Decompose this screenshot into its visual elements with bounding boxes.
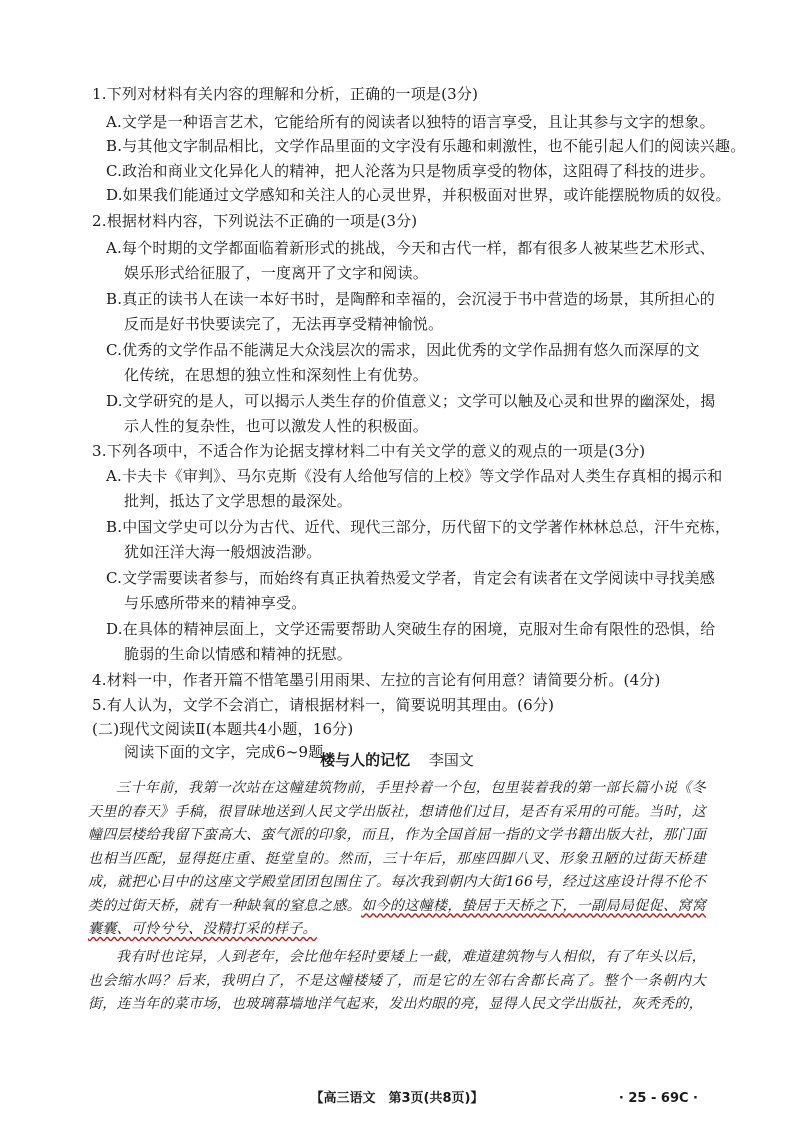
question-2-option-c: C.优秀的文学作品不能满足大众浅层次的需求，因此优秀的文学作品拥有悠久而深厚的文 (106, 341, 700, 359)
question-4: 4.材料一中，作者开篇不惜笔墨引用雨果、左拉的言论有何用意？请简要分析。(4分) (92, 671, 661, 689)
passage-author: 李国文 (428, 751, 474, 769)
question-1-option-d: D.如果我们能通过文学感知和关注人的心灵世界，并积极面对世界，或许能摆脱物质的奴役。 (106, 186, 731, 204)
question-3-option-a: A.卡夫卡《审判》、马尔克斯《没有人给他写信的上校》等文学作品对人类生存真相的揭示和 (106, 467, 723, 485)
question-2-option-b: B.真正的读书人在读一本好书时，是陶醉和幸福的，会沉浸于书中营造的场景，其所担心的 (106, 290, 715, 308)
question-1-option-c: C.政治和商业文化异化人的精神，把人沦落为只是物质享受的物体，这阻碍了科技的进步。 (106, 162, 715, 180)
question-3-option-b-cont: 犹如汪洋大海一般烟波浩渺。 (124, 543, 322, 561)
question-2-option-c-cont: 化传统，在思想的独立性和深刻性上有优势。 (124, 366, 429, 384)
question-2-option-b-cont: 反而是好书快要读完了，无法再享受精神愉悦。 (124, 315, 444, 333)
question-5: 5.有人认为，文学不会消亡，请根据材料一，简要说明其理由。(6分) (92, 696, 555, 714)
question-2-option-d: D.文学研究的是人，可以揭示人类生存的价值意义；文学可以触及心灵和世界的幽深处，揭 (106, 392, 716, 410)
section-heading: (二)现代文阅读Ⅱ(本题共4小题，16分) (92, 720, 354, 738)
passage-title: 楼与人的记忆 (320, 751, 411, 769)
passage-paragraph-1-text: 三十年前，我第一次站在这幢建筑物前，手里拎着一个包，包里装着我的第一部长篇小说《冬天里的春天》手稿，很冒昧地送到人民文学出版社，想请他们过目，是否有采用的可能。当时，这幢四层楼给我留下蛮高大、蛮气派的印象，而且，作为全国首屈一指的文学书籍出版大社，那门面也相当匹配，显得挺庄重、挺堂皇的。然而，三十年后，那座四脚八叉、形象丑陋的过街天桥建成，就把心目中的这座文学殿堂团团包围住了。每次我到朝内大街166号，经过这座设计得不伦不类的过街天桥，就有一种缺氧的窒息之感。 (88, 780, 706, 914)
question-3-stem: 3.下列各项中，不适合作为论据支撑材料二中有关文学的意义的观点的一项是(3分) (92, 442, 646, 460)
question-3-option-d: D.在具体的精神层面上，文学还需要帮助人突破生存的困境，克服对生命有限性的恐惧，给 (106, 620, 716, 638)
question-3-option-d-cont: 脆弱的生命以情感和精神的抚慰。 (124, 645, 353, 663)
question-1-option-a: A.文学是一种语言艺术，它能给所有的阅读者以独特的语言享受，且让其参与文字的想象。 (106, 113, 715, 131)
question-3-option-b: B.中国文学史可以分为古代、近代、现代三部分，历代留下的文学著作林林总总，汗牛充栋， (106, 518, 731, 536)
question-1-option-b: B.与其他文字制品相比，文学作品里面的文字没有乐趣和刺激性，也不能引起人们的阅读兴趣。 (106, 137, 746, 155)
footer-code: · 25 - 69C · (618, 1091, 698, 1106)
passage-paragraph-1 (88, 777, 706, 942)
section-instruction: 阅读下面的文字，完成6~9题。 (124, 743, 339, 761)
question-2-option-a: A.每个时期的文学都面临着新形式的挑战，今天和古代一样，都有很多人被某些艺术形式、 (106, 239, 715, 257)
question-3-option-c-cont: 与乐感所带来的精神享受。 (124, 594, 307, 612)
footer-label: 【高三语文 第3页(共8页)】 (310, 1091, 484, 1106)
passage-paragraph-2: 我有时也诧异，人到老年，会比他年轻时要矮上一截，难道建筑物与人相似，有了年头以后，也会缩水吗？后来，我明白了，不是这幢楼矮了，而是它的左邻右舍都长高了。整个一条朝内大街，连当年的菜市场，也玻璃幕墙地洋气起来，发出灼眼的亮，显得人民文学出版社，灰秃秃的， (88, 949, 706, 1012)
question-2-option-a-cont: 娱乐形式给征服了，一度离开了文字和阅读。 (124, 264, 429, 282)
passage-title-line (0, 750, 794, 770)
question-3-option-a-cont: 批判，抵达了文学思想的最深处。 (124, 492, 353, 510)
question-1-stem: 1.下列对材料有关内容的理解和分析，正确的一项是(3分) (92, 85, 479, 103)
wavy-underlined-sentence: 如今的这幢楼，蛰居于天桥之下，一副局局促促、窝窝囊囊、可怜兮兮、没精打采的样子。 (88, 897, 707, 937)
question-3-option-c: C.文学需要读者参与，而始终有真正执着热爱文学者，肯定会有读者在文学阅读中寻找美感 (106, 569, 715, 587)
question-2-option-d-cont: 示人性的复杂性，也可以激发人性的积极面。 (124, 417, 429, 435)
question-2-stem: 2.根据材料内容，下列说法不正确的一项是(3分) (92, 212, 418, 230)
